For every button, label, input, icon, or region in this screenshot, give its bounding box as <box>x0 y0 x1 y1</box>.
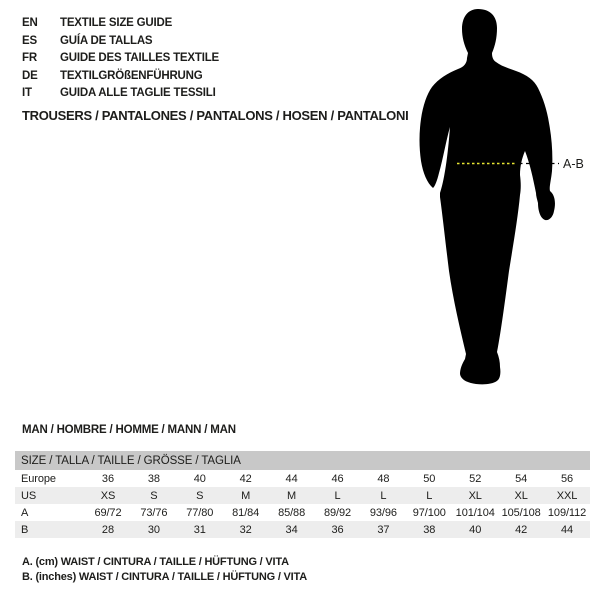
size-cell: 93/96 <box>369 506 397 519</box>
size-cell: 40 <box>469 523 482 536</box>
size-cell: 38 <box>423 523 436 536</box>
lang-label: TEXTILE SIZE GUIDE <box>60 17 173 29</box>
size-cell: XXL <box>556 489 578 502</box>
table-row-europe <box>15 470 590 487</box>
footnote-b: B. (inches) WAIST / CINTURA / TAILLE / HÜFTUNG / VITA <box>22 571 307 584</box>
size-cell: 77/80 <box>186 506 214 519</box>
size-cell: 73/76 <box>140 506 168 519</box>
lang-code: EN <box>22 17 38 29</box>
row-label: US <box>21 489 37 502</box>
size-cell: S <box>150 489 158 502</box>
size-cell: 42 <box>515 523 528 536</box>
size-cell: 44 <box>561 523 574 536</box>
size-table <box>15 451 590 538</box>
table-row-b-inches <box>15 521 590 538</box>
size-cell: 81/84 <box>232 506 260 519</box>
size-cell: 30 <box>147 523 160 536</box>
size-cell: 85/88 <box>278 506 306 519</box>
size-cell: M <box>241 489 251 502</box>
size-cell: S <box>196 489 204 502</box>
lang-label: GUÍA DE TALLAS <box>60 34 153 47</box>
size-cell: 42 <box>239 472 252 485</box>
size-cell: 89/92 <box>323 506 351 519</box>
size-cell: 28 <box>101 523 114 536</box>
row-label: Europe <box>21 472 56 485</box>
lang-code: ES <box>22 34 37 47</box>
lang-label: GUIDE DES TAILLES TEXTILE <box>60 52 219 65</box>
size-cell: 50 <box>423 472 436 485</box>
size-cell: 32 <box>239 523 252 536</box>
size-cell: L <box>426 489 433 502</box>
lang-code: FR <box>22 52 37 65</box>
measure-label-ab: A-B <box>563 157 584 171</box>
size-cell: 38 <box>147 472 160 485</box>
size-cell: XS <box>100 489 116 502</box>
size-cell: 37 <box>377 523 390 536</box>
man-silhouette-path <box>420 9 555 384</box>
lang-row-fr <box>22 50 219 68</box>
lang-row-de <box>22 68 219 86</box>
size-cell: M <box>287 489 297 502</box>
size-cell: 109/112 <box>547 506 587 519</box>
language-header <box>22 15 219 103</box>
size-cell: 40 <box>193 472 206 485</box>
size-cell: 69/72 <box>94 506 122 519</box>
size-cell: 48 <box>377 472 390 485</box>
size-table-container <box>15 451 590 538</box>
size-cell: 56 <box>561 472 574 485</box>
category-title: TROUSERS / PANTALONES / PANTALONS / HOSEN / PANTALONI <box>22 108 409 123</box>
size-cell: XL <box>468 489 482 502</box>
size-cell: 101/104 <box>455 506 495 519</box>
size-cell: 36 <box>331 523 344 536</box>
lang-code: DE <box>22 69 38 82</box>
size-table-header: SIZE / TALLA / TAILLE / GRÖSSE / TAGLIA <box>15 451 590 470</box>
size-cell: 34 <box>285 523 298 536</box>
size-cell: L <box>334 489 341 502</box>
table-row-us <box>15 487 590 504</box>
size-cell: 36 <box>101 472 114 485</box>
size-cell: 105/108 <box>501 506 541 519</box>
table-header-row <box>15 451 590 470</box>
size-cell: 46 <box>331 472 344 485</box>
lang-label: TEXTILGRÖßENFÜHRUNG <box>60 69 203 82</box>
row-label: A <box>21 506 29 519</box>
size-cell: L <box>380 489 387 502</box>
size-cell: 97/100 <box>412 506 446 519</box>
gender-section-title: MAN / HOMBRE / HOMME / MANN / MAN <box>22 424 236 436</box>
lang-row-es <box>22 33 219 51</box>
footnote-a: A. (cm) WAIST / CINTURA / TAILLE / HÜFTUNG / VITA <box>22 556 289 568</box>
lang-row-it <box>22 85 219 103</box>
size-cell: XL <box>514 489 528 502</box>
lang-code: IT <box>22 87 32 100</box>
table-row-a-cm <box>15 504 590 521</box>
lang-row-en <box>22 15 219 33</box>
size-cell: 52 <box>469 472 482 485</box>
row-label: B <box>21 523 29 536</box>
size-cell: 44 <box>285 472 298 485</box>
lang-label: GUIDA ALLE TAGLIE TESSILI <box>60 87 216 100</box>
man-figure <box>400 0 600 400</box>
size-cell: 31 <box>193 523 206 536</box>
size-cell: 54 <box>515 472 528 485</box>
man-silhouette <box>400 0 600 400</box>
footnotes <box>22 555 307 585</box>
